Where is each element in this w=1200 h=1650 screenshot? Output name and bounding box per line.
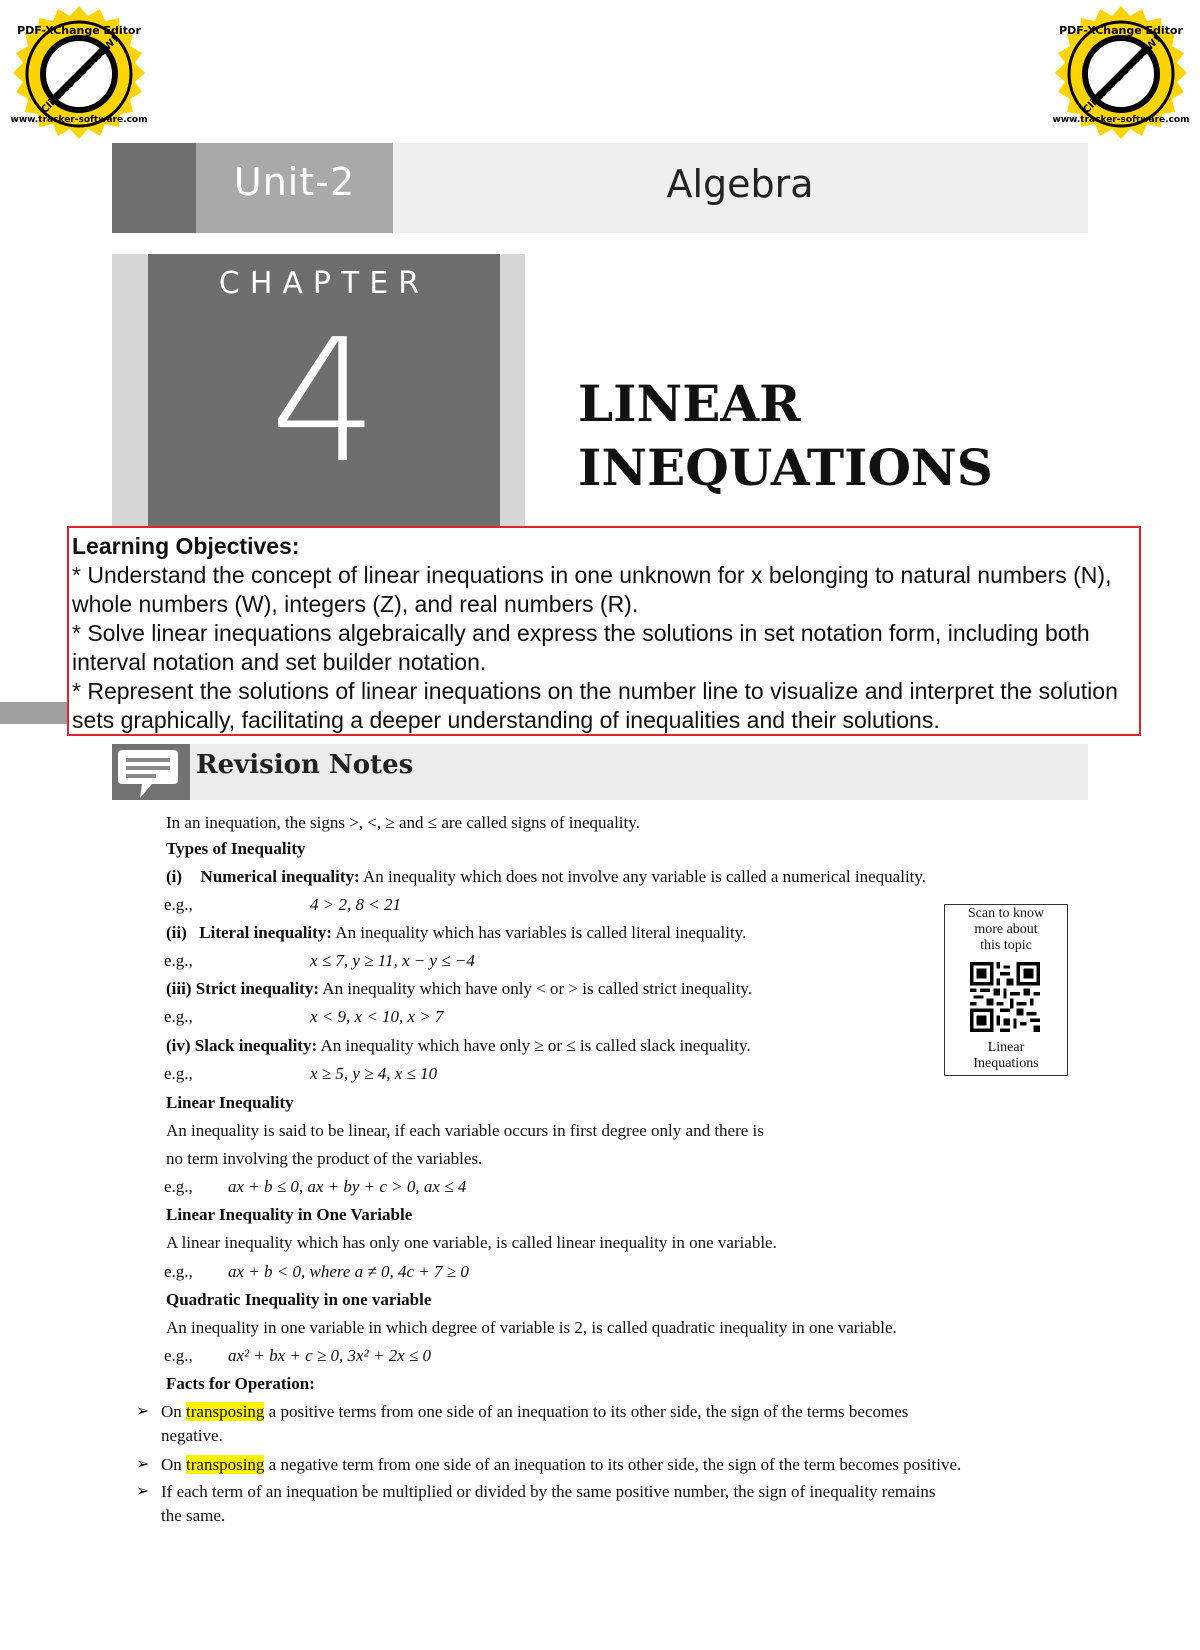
left-margin-tab [0,702,72,724]
chapter-title-line2: INEQUATIONS [578,438,993,497]
qr-caption-bottom [946,1040,1066,1072]
type-eg-label: e.g., [164,951,193,970]
types-heading: Types of Inequality [166,839,306,858]
fact-highlight: transposing [186,1455,265,1474]
type-eg: x ≤ 7, y ≥ 11, x − y ≤ −4 [310,951,475,970]
stamp-ring-top-text: PDF-XChange Editor [1059,24,1183,37]
quadratic-eg-label: e.g., [164,1346,193,1365]
qr-caption-line: more about [974,922,1038,937]
notes-intro: In an inequation, the signs >, <, ≥ and ≤ are called signs of inequality. [166,813,640,832]
arrow-bullet-icon: ➢ [136,1401,150,1420]
type-def: An inequality which have only < or > is called strict inequality. [319,979,753,998]
linear-eg: ax + b ≤ 0, ax + by + c > 0, ax ≤ 4 [228,1177,467,1196]
chapter-title [578,372,1058,500]
one-var-heading: Linear Inequality in One Variable [166,1205,413,1224]
type-eg-label: e.g., [164,895,193,914]
linear-eg-label: e.g., [164,1177,193,1196]
type-item [166,1035,751,1057]
stamp-ring-bottom-text: www.tracker-software.com [1052,115,1190,125]
speech-bubble-icon [112,744,190,800]
one-var-eg-label: e.g., [164,1262,193,1281]
fact-continuation: the same. [161,1506,226,1525]
fact-item [161,1454,961,1476]
stamp-center-text: Click to BUY NOW! [39,34,121,116]
learning-objectives-heading: Learning Objectives: [72,533,300,559]
fact-item [161,1401,908,1423]
type-num: (iii) [166,979,192,998]
linear-text: An inequality is said to be linear, if each variable occurs in first degree only and there is [166,1121,764,1140]
revision-notes-icon-box [112,744,190,800]
objective-item: * Understand the concept of linear inequations in one unknown for x belonging to natural numbers (N), whole numbers (W), integers (Z), and real numbers (R). [72,562,1112,617]
fact-item: If each term of an inequation be multiplied or divided by the same positive number, the sign of inequality remains [161,1482,936,1501]
qr-caption-line: this topic [980,938,1032,953]
qr-caption-line: Scan to know [967,906,1045,921]
qr-caption-top [946,906,1066,954]
chapter-number: 4 [269,303,379,501]
objective-item: * Represent the solutions of linear inequations on the number line to visualize and interpret the solution sets graphically, facilitating a deeper understanding of inequalities and their solutions. [72,678,1118,733]
chapter-word: CHAPTER [218,266,430,301]
type-item [166,978,752,1000]
type-num: (iv) [166,1036,191,1055]
facts-heading: Facts for Operation: [166,1374,315,1393]
type-def: An inequality which have only ≥ or ≤ is called slack inequality. [317,1036,751,1055]
fact-highlight: transposing [186,1402,265,1421]
linear-text: no term involving the product of the variables. [166,1149,483,1168]
fact-text: On [161,1455,187,1474]
qr-caption-line: Linear [987,1040,1025,1055]
type-eg: x < 9, x < 10, x > 7 [310,1007,444,1026]
fact-text: a positive terms from one side of an inequation to its other side, the sign of the terms becomes [264,1402,909,1421]
learning-objectives-box [67,526,1141,736]
objective-item: * Solve linear inequations algebraically and express the solutions in set notation form, including both interval notation and set builder notation. [72,620,1090,675]
quadratic-text: An inequality in one variable in which degree of variable is 2, is called quadratic inequality in one variable. [166,1318,897,1337]
buy-now-stamp-left[interactable] [4,4,154,154]
arrow-bullet-icon: ➢ [136,1454,150,1473]
unit-label: Unit-2 [233,160,356,204]
unit-title: Algebra [666,162,814,206]
type-term: Strict inequality: [195,979,319,998]
one-var-text: A linear inequality which has only one variable, is called linear inequality in one variable. [166,1233,777,1252]
arrow-bullet-icon: ➢ [136,1481,150,1500]
chapter-title-line1: LINEAR [578,374,801,433]
type-def: An inequality which does not involve any variable is called a numerical inequality. [359,867,927,886]
type-eg: 4 > 2, 8 < 21 [310,895,401,914]
buy-now-stamp-right[interactable] [1046,4,1196,154]
quadratic-heading: Quadratic Inequality in one variable [166,1290,432,1309]
revision-notes-title: Revision Notes [196,750,414,780]
one-var-eg: ax + b < 0, where a ≠ 0, 4c + 7 ≥ 0 [228,1262,469,1281]
type-term: Slack inequality: [194,1036,318,1055]
type-eg: x ≥ 5, y ≥ 4, x ≤ 10 [310,1064,438,1083]
type-def: An inequality which has variables is called literal inequality. [331,923,747,942]
linear-heading: Linear Inequality [166,1093,294,1112]
type-term: Numerical inequality: [200,867,360,886]
type-num: (ii) [166,923,187,942]
type-term: Literal inequality: [199,923,332,942]
unit-banner-dark-block [112,143,196,233]
quadratic-eg: ax² + bx + c ≥ 0, 3x² + 2x ≤ 0 [228,1346,431,1365]
type-item [166,922,746,944]
qr-code-icon[interactable] [968,962,1042,1032]
fact-text: On [161,1402,187,1421]
type-num: (i) [166,867,183,886]
fact-continuation: negative. [161,1426,223,1445]
qr-caption-line: Inequations [973,1056,1039,1071]
type-item [166,866,926,888]
stamp-ring-top-text: PDF-XChange Editor [17,24,141,37]
stamp-center-text: Click to BUY NOW! [1081,34,1163,116]
type-eg-label: e.g., [164,1064,193,1083]
stamp-ring-bottom-text: www.tracker-software.com [10,115,148,125]
type-eg-label: e.g., [164,1007,193,1026]
fact-text: a negative term from one side of an inequation to its other side, the sign of the term becomes positive. [264,1455,962,1474]
